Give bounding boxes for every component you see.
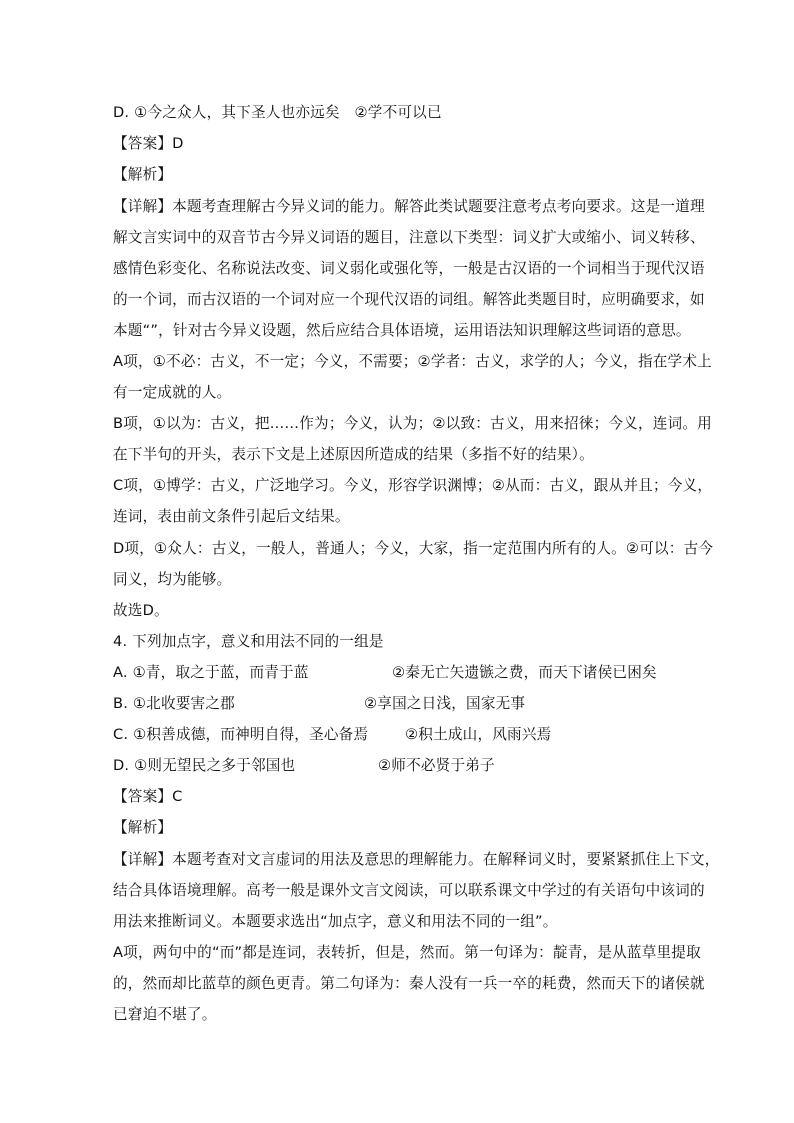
detail-line: 感情色彩变化、名称说法改变、词义弱化或强化等，一般是古汉语的一个词相当于现代汉语 (113, 260, 705, 277)
detail-line: 【详解】本题考查对文言虚词的用法及意思的理解能力。在解释词义时，要紧紧抓住上下文， (113, 851, 720, 868)
option-a-first: A. ①青，取之于蓝，而青于蓝 (113, 664, 309, 681)
answer-label: 【答案】D (113, 135, 184, 152)
item-d-line: 同义，均为能够。 (113, 571, 232, 588)
option-c-first: C. ①积善成德，而神明自得，圣心备焉 (113, 726, 369, 743)
item-d-line: D项，①众人：古义，一般人，普通人；今义，大家，指一定范围内所有的人。②可以：古今 (113, 540, 714, 557)
detail-line: 本题“”，针对古今异义设题，然后应结合具体语境，运用语法知识理解这些词语的意思。 (113, 322, 691, 339)
item-a-line: 的，然而却比蓝草的颜色更青。第二句译为：秦人没有一兵一卒的耗费，然而天下的诸侯就 (113, 975, 705, 992)
analysis-label: 【解析】 (113, 166, 173, 183)
item-a-line: 已窘迫不堪了。 (113, 1006, 217, 1023)
option-row-c (113, 725, 713, 745)
detail-line: 用法来推断词义。本题要求选出“加点字，意义和用法不同的一组”。 (113, 913, 558, 930)
option-a-second: ②秦无亡矢遗镞之费，而天下诸侯已困矣 (392, 664, 657, 681)
option-row-b (113, 694, 713, 714)
option-b-second: ②享国之日浅，国家无事 (364, 695, 526, 712)
option-c-second: ②积土成山，风雨兴焉 (405, 726, 552, 743)
item-a-line: A项，两句中的“而”都是连词，表转折，但是，然而。第一句译为：靛青，是从蓝草里提取 (113, 944, 701, 961)
item-b-line: B项，①以为：古义，把……作为；今义，认为；②以致：古义，用来招徕；今义，连词。用 (113, 415, 712, 432)
detail-line: 【详解】本题考查理解古今异义词的能力。解答此类试题要注意考点考向要求。这是一道理 (113, 198, 705, 215)
item-a-line: A项，①不必：古义，不一定；今义，不需要；②学者：古义，求学的人；今义，指在学术上 (113, 353, 712, 370)
option-row-a (113, 663, 713, 683)
option-d-first: D. ①则无望民之多于邻国也 (113, 757, 296, 774)
option-d-second: ②师不必贤于弟子 (378, 757, 495, 774)
analysis-label: 【解析】 (113, 819, 173, 836)
answer-label: 【答案】C (113, 788, 183, 805)
question-stem: 4. 下列加点字，意义和用法不同的一组是 (113, 633, 384, 650)
item-b-line: 在下半句的开头，表示下文是上述原因所造成的结果（多指不好的结果）。 (113, 446, 594, 463)
item-c-line: C项，①博学：古义，广泛地学习。今义，形容学识渊博；②从而：古义，跟从并且；今义， (113, 477, 713, 494)
detail-line: 结合具体语境理解。高考一般是课外文言文阅读，可以联系课文中学过的有关语句中该词的 (113, 882, 705, 899)
detail-line: 解文言实词中的双音节古今异义词语的题目，注意以下类型：词义扩大或缩小、词义转移、 (113, 229, 705, 246)
option-row-d (113, 756, 713, 776)
item-a-line: 有一定成就的人。 (113, 384, 232, 401)
detail-line: 的一个词，而古汉语的一个词对应一个现代汉语的词组。解答此类题目时，应明确要求，如 (113, 291, 705, 308)
option-d-line: D. ①今之众人，其下圣人也亦远矣 ②学不可以已 (113, 104, 442, 121)
conclusion-line: 故选D。 (113, 602, 169, 619)
item-c-line: 连词，表由前文条件引起后文结果。 (113, 508, 350, 525)
option-b-first: B. ①北收要害之郡 (113, 695, 235, 712)
